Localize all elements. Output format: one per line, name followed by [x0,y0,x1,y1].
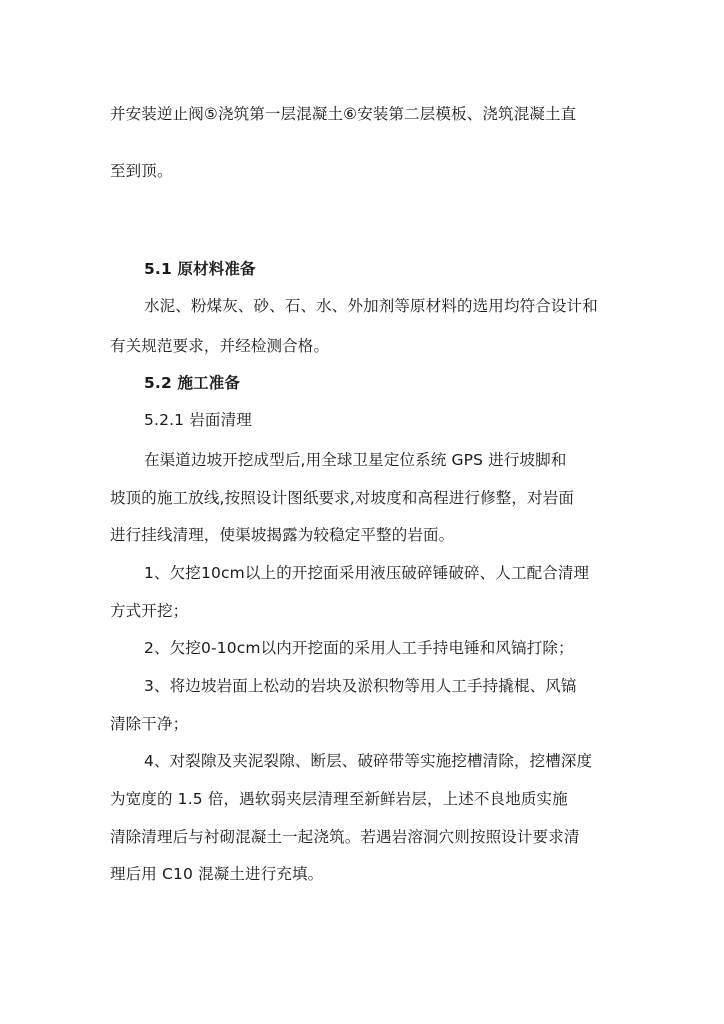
paragraph-5-1-line-2: 有关规范要求，并经检测合格。 [110,337,330,355]
list-item-1-line-2: 方式开挖； [110,602,189,620]
paragraph-5-2-1-line-1: 在渠道边坡开挖成型后,用全球卫星定位系统 GPS 进行坡脚和 [144,451,567,469]
list-item-4-line-4: 理后用 C10 混凝土进行充填。 [110,865,324,883]
section-heading-5-1: 5.1 原材料准备 [144,260,256,278]
list-item-3-line-2: 清除干净； [110,715,189,733]
list-item-4-line-1: 4、对裂隙及夹泥裂隙、断层、破碎带等实施挖槽清除，挖槽深度 [144,752,593,770]
section-heading-5-2: 5.2 施工准备 [144,374,241,392]
list-item-4-line-3: 清除清理后与衬砌混凝土一起浇筑。若遇岩溶洞穴则按照设计要求清 [110,828,580,846]
paragraph-5-1-line-1: 水泥、粉煤灰、砂、石、水、外加剂等原材料的选用均符合设计和 [144,297,598,315]
intro-paragraph-line-1: 并安装逆止阀⑤浇筑第一层混凝土⑥安装第二层模板、浇筑混凝土直 [110,105,577,123]
paragraph-5-2-1-line-2: 坡顶的施工放线,按照设计图纸要求,对坡度和高程进行修整，对岩面 [110,489,575,507]
subsection-heading-5-2-1: 5.2.1 岩面清理 [144,411,252,429]
list-item-1-line-1: 1、欠挖10cm以上的开挖面采用液压破碎锤破碎、人工配合清理 [144,564,590,582]
list-item-4-line-2: 为宽度的 1.5 倍，遇软弱夹层清理至新鲜岩层，上述不良地质实施 [110,790,568,808]
list-item-3-line-1: 3、将边坡岩面上松动的岩块及淤积物等用人工手持撬棍、风镐 [144,677,577,695]
intro-paragraph-line-2: 至到顶。 [110,162,173,180]
paragraph-5-2-1-line-3: 进行挂线清理，使渠坡揭露为较稳定平整的岩面。 [110,526,455,544]
list-item-2-line-1: 2、欠挖0-10cm以内开挖面的采用人工手持电锤和风镐打除； [144,639,574,657]
